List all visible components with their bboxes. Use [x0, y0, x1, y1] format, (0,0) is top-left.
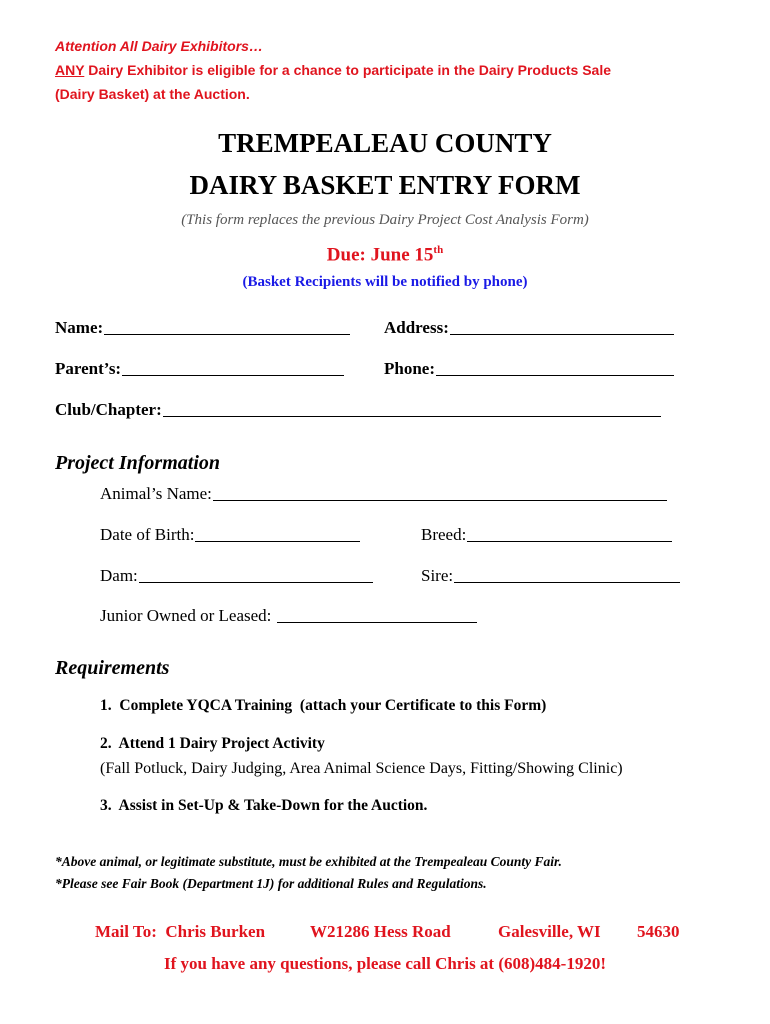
parents-field[interactable]: [55, 359, 344, 379]
note-exhibit: *Above animal, or legitimate substitute, must be exhibited at the Trempealeau County Fair.: [55, 854, 562, 869]
address-field[interactable]: [384, 318, 674, 338]
requirement-3: 3. Assist in Set-Up & Take-Down for the Auction.: [100, 797, 428, 814]
sire-label: Sire:: [421, 566, 454, 585]
mail-to: Mail To: Chris Burken: [95, 922, 266, 941]
contact-line: If you have any questions, please call Chris at (608)484-1920!: [163, 954, 606, 973]
requirement-2-detail: (Fall Potluck, Dairy Judging, Area Animal Science Days, Fitting/Showing Clinic): [100, 760, 623, 777]
animal-name-label: Animal’s Name:: [100, 484, 212, 503]
mail-city: Galesville, WI: [498, 922, 601, 941]
animal-name-field[interactable]: [100, 484, 667, 504]
phone-blank[interactable]: [436, 374, 674, 376]
junior-owned-field[interactable]: [100, 606, 477, 626]
breed-label: Breed:: [421, 525, 467, 544]
eligibility-line: [55, 62, 611, 78]
junior-owned-blank[interactable]: [277, 621, 477, 623]
sire-field[interactable]: [421, 566, 680, 586]
club-blank[interactable]: [163, 415, 661, 417]
address-blank[interactable]: [450, 333, 674, 335]
requirements-heading: Requirements: [55, 657, 170, 679]
requirement-2: 2. Attend 1 Dairy Project Activity: [100, 735, 325, 752]
mail-street: W21286 Hess Road: [310, 922, 451, 941]
dam-field[interactable]: [100, 566, 373, 586]
dam-blank[interactable]: [139, 581, 373, 583]
dam-label: Dam:: [100, 566, 138, 585]
animal-name-blank[interactable]: [213, 499, 667, 501]
name-field[interactable]: [55, 318, 350, 338]
phone-field[interactable]: [384, 359, 674, 379]
club-label: Club/Chapter:: [55, 400, 162, 419]
form-title: DAIRY BASKET ENTRY FORM: [189, 170, 581, 200]
parents-label: Parent’s:: [55, 359, 122, 378]
eligibility-line-2: (Dairy Basket) at the Auction.: [55, 86, 250, 102]
requirement-1: 1. Complete YQCA Training (attach your Certificate to this Form): [100, 697, 547, 714]
parents-blank[interactable]: [122, 374, 344, 376]
due-date-suffix: th: [433, 244, 444, 256]
form-subtitle: (This form replaces the previous Dairy Project Cost Analysis Form): [181, 212, 589, 228]
phone-label: Phone:: [384, 359, 435, 378]
mail-zip: 54630: [637, 922, 680, 941]
project-heading: Project Information: [55, 452, 221, 474]
address-label: Address:: [384, 318, 449, 337]
name-label: Name:: [55, 318, 104, 337]
breed-blank[interactable]: [467, 540, 672, 542]
breed-field[interactable]: [421, 525, 672, 545]
due-date: [0, 244, 770, 266]
junior-owned-label: Junior Owned or Leased:: [100, 606, 276, 625]
name-blank[interactable]: [104, 333, 350, 335]
note-fair-book: *Please see Fair Book (Department 1J) for additional Rules and Regulations.: [55, 876, 487, 891]
attention-heading: Attention All Dairy Exhibitors…: [55, 38, 263, 54]
club-field[interactable]: [55, 400, 661, 420]
dob-field[interactable]: [100, 525, 360, 545]
sire-blank[interactable]: [454, 581, 680, 583]
eligibility-text: Dairy Exhibitor is eligible for a chance to participate in the Dairy Products Sale: [84, 62, 612, 78]
notification-note: (Basket Recipients will be notified by phone): [242, 274, 528, 290]
dob-label: Date of Birth:: [100, 525, 195, 544]
any-emphasis: ANY: [55, 62, 85, 78]
due-date-text: Due: June 15: [326, 244, 434, 266]
form-title-county: TREMPEALEAU COUNTY: [218, 128, 552, 158]
dob-blank[interactable]: [195, 540, 360, 542]
